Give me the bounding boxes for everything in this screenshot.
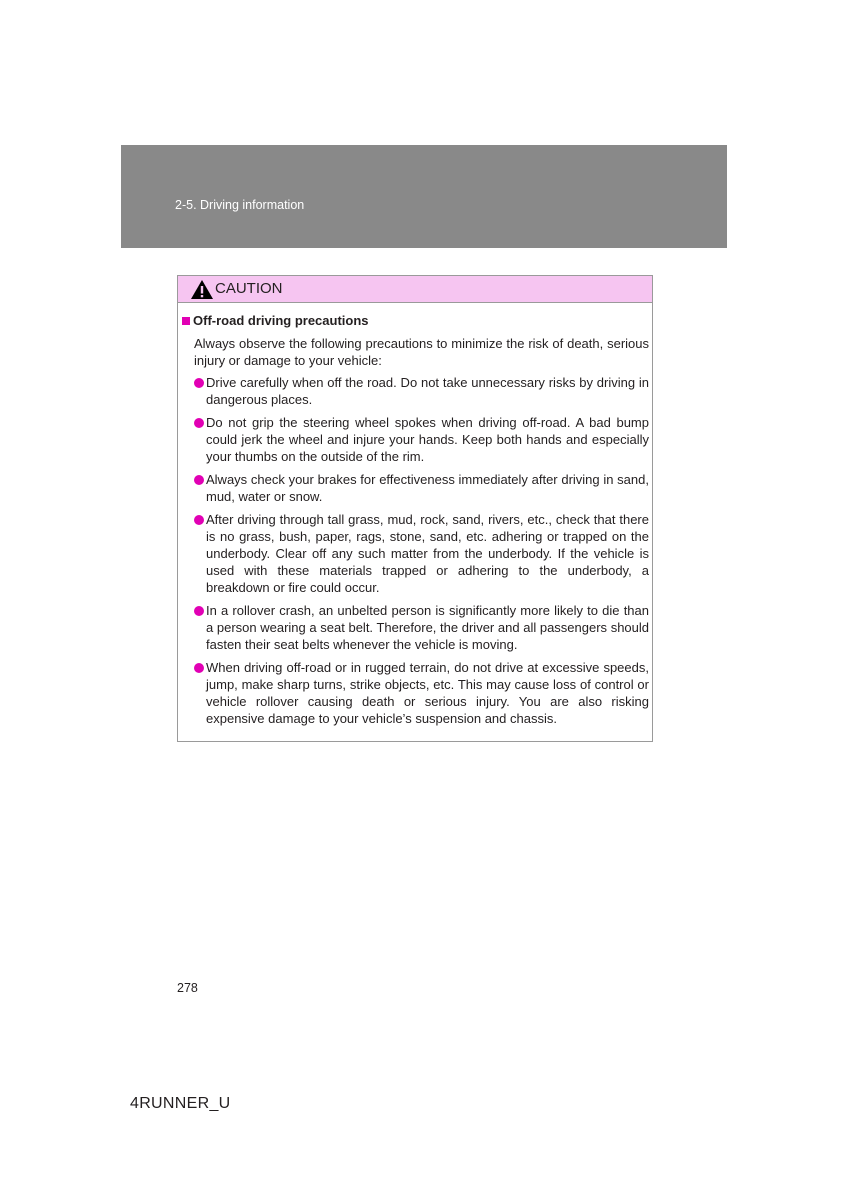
list-item — [194, 659, 649, 727]
section-label: 2-5. Driving information — [175, 198, 305, 212]
list-item-text: In a rollover crash, an unbelted person is significantly more likely to die than a person wearing a seat belt. Therefore, the driver and all passengers should fasten their seat belts whenever the vehicle is moving. — [206, 603, 649, 652]
warning-triangle-icon — [190, 279, 214, 300]
list-item-text: When driving off-road or in rugged terrain, do not drive at excessive speeds, jump, make sharp turns, strike objects, etc. This may cause loss of control or vehicle rollover causing death or serious injury. You are also risking expensive damage to your vehicle’s suspension and chassis. — [206, 660, 649, 726]
caution-heading — [182, 313, 369, 328]
caution-title: CAUTION — [215, 280, 283, 297]
list-item — [194, 511, 649, 596]
bullet-dot-icon — [194, 378, 204, 388]
caution-heading-text: Off-road driving precautions — [193, 313, 369, 328]
list-item — [194, 471, 649, 505]
list-item-text: After driving through tall grass, mud, rock, sand, rivers, etc., check that there is no grass, bush, paper, rags, stone, sand, etc. adhering or trapped on the underbody. Clear off any such matter from the underbody. If the vehicle is used with these materials trapped or adhering to the underbody, a breakdown or fire could occur. — [206, 512, 649, 595]
bullet-dot-icon — [194, 475, 204, 485]
list-item — [194, 414, 649, 465]
list-item-text: Do not grip the steering wheel spokes when driving off-road. A bad bump could jerk the wheel and injure your hands. Keep both hands and especially your thumbs on the outside of the rim. — [206, 415, 649, 464]
list-item — [194, 602, 649, 653]
bullet-dot-icon — [194, 663, 204, 673]
page-number: 278 — [177, 981, 198, 995]
footer-code: 4RUNNER_U — [130, 1095, 231, 1112]
section-header-band — [121, 145, 727, 248]
bullet-dot-icon — [194, 606, 204, 616]
caution-bullet-list — [194, 374, 649, 733]
caution-intro: Always observe the following precautions to minimize the risk of death, serious injury or damage to your vehicle: — [194, 336, 649, 368]
bullet-dot-icon — [194, 418, 204, 428]
bullet-dot-icon — [194, 515, 204, 525]
list-item-text: Drive carefully when off the road. Do not take unnecessary risks by driving in dangerous places. — [206, 375, 649, 407]
caution-box — [177, 275, 653, 742]
list-item — [194, 374, 649, 408]
list-item-text: Always check your brakes for effectiveness immediately after driving in sand, mud, water or snow. — [206, 472, 649, 504]
caution-header — [178, 276, 652, 303]
square-bullet-icon — [182, 317, 190, 325]
